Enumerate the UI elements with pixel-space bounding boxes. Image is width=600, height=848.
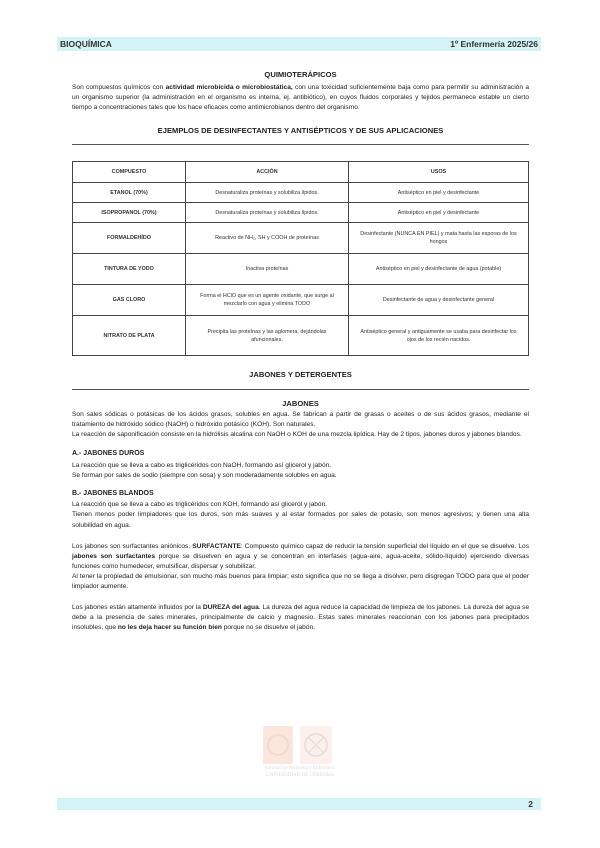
usos-cell: Antiséptico en piel y desinfectante de agua (potable): [349, 254, 529, 285]
accion-cell: Inactiva proteínas: [186, 254, 349, 285]
usos-cell: Desinfectante (NUNCA EN PIEL) y mata hasta las esporas de los hongos: [349, 223, 529, 254]
document-body: [72, 70, 529, 633]
saponificacion-paragraph: La reacción de saponificación consiste en la hidrólisis alcalina con NaOH o KOH de una mezcla lipídica. Hay de 2 tipos, jabones duros y jabones blandos.: [72, 430, 522, 438]
university-watermark: [250, 724, 350, 784]
accion-cell: Precipita las proteínas y las aglomera, dejándolas afuncionales.: [186, 316, 349, 356]
blandos-line: Tienen menos poder limpiadores que los duros, son más suaves y al estar formados por sales de potasio, son menos agresivos; y tienen una alta solubilidad en agua.: [72, 511, 529, 529]
desinfectantes-table: [72, 161, 529, 356]
duros-title: A.- JABONES DUROS: [72, 449, 145, 457]
watermark-university: UNIVERSIDAD DE CÓRDOBA: [266, 773, 334, 778]
table-row: [73, 316, 529, 356]
accion-cell: Desnaturaliza proteínas y solubiliza lípidos.: [186, 183, 349, 203]
quimio-paragraph: Son compuestos químicos con actividad microbicida o microbiostática, con una toxicidad suficientemente baja como para permitir su administración a un organismo superior (la administración en el organismo es interna, ej. antibiótico), en cuyos fluidos corporales y tejidos permanece estable un cierto tiempo a concentraciones tales que los hace eficaces como antimicrobianos dentro del organismo.: [72, 84, 529, 112]
compuesto-cell: GAS CLORO: [73, 285, 186, 316]
table-row: [73, 183, 529, 203]
course-label: 1º Enfermería 2025/26: [450, 39, 538, 49]
compuesto-cell: ISOPROPANOL (70%): [73, 203, 186, 223]
accion-cell: Forma el HClO que es un agente oxidante, que surge al mezclarlo con agua y elimina TODO: [186, 285, 349, 316]
usos-cell: Desinfectante de agua y desinfectante general: [349, 285, 529, 316]
accion-cell: Desnaturaliza proteínas y solubiliza lípidos.: [186, 203, 349, 223]
emulsionar-paragraph: Al tener la propiedad de emulsionar, son mucho más buenos para limpiar; esto significa que no se llega a disolver, pero disgregan TODO para que el poder limpiador aumente.: [72, 572, 529, 590]
usos-cell: Antiséptico general y antiguamente se usaba para desinfectar los ojos de los recién nacidos.: [349, 316, 529, 356]
compuesto-cell: TINTURA DE YODO: [73, 254, 186, 285]
compuesto-cell: NITRATO DE PLATA: [73, 316, 186, 356]
watermark-faculty: Facultad de Medicina y Enfermería: [264, 766, 336, 771]
divider: [72, 389, 529, 390]
dureza-paragraph: Los jabones están altamente influidos por la DUREZA del agua. La dureza del agua reduce la capacidad de limpieza de los jabones. La dureza del agua se debe a la presencia de sales minerales, principalmente de calcio y magnesio. Estas sales minerales reaccionan con los jabones para precipitados insolubles, que no les deja hacer su función bien porque no se disuelve el jabón.: [72, 604, 529, 632]
usos-cell: Antiséptico en piel y desinfectante: [349, 203, 529, 223]
divider: [72, 144, 529, 145]
accion-cell: Reactivo de NH₂, SH y COOH de proteínas: [186, 223, 349, 254]
compuesto-cell: FORMALDEHÍDO: [73, 223, 186, 254]
page-footer: [57, 798, 541, 810]
jabones-section-title: JABONES Y DETERGENTES: [249, 370, 352, 380]
duros-line: La reacción que se lleva a cabo es triglicéridos con NaOH, formando así glicerol y jabón.: [72, 462, 332, 470]
compuesto-cell: ETANOL (70%): [73, 183, 186, 203]
table-row: [73, 254, 529, 285]
table-row: [73, 203, 529, 223]
jabones-title: JABONES: [282, 398, 319, 408]
column-header: COMPUESTO: [73, 162, 186, 183]
table-row: [73, 223, 529, 254]
subject-label: BIOQUÍMICA: [60, 39, 112, 49]
column-header: USOS: [349, 162, 529, 183]
table-header-row: [73, 162, 529, 183]
quimio-title: QUIMIOTERÁPICOS: [264, 70, 337, 79]
blandos-line: La reacción que se lleva a cabo es triglicéridos con KOH, formando así glicerol y jabón.: [72, 501, 328, 509]
jabones-paragraph: Son sales sódicas o potásicas de los ácidos grasos, solubles en agua. Se fabrican a partir de grasas o aceites o de sus ácidos grasos, mediante el tratamiento de hidróxido sódico (NaOH) o hidróxido potásico (KOH). Son naturales.: [72, 410, 529, 428]
duros-line: Se forman por sales de sodio (siempre con sosa) y son moderadamente solubles en agua.: [72, 472, 337, 480]
table-row: [73, 285, 529, 316]
page-number: 2: [528, 799, 533, 809]
page-header: [57, 37, 541, 51]
surfactante-paragraph: Los jabones son surfactantes aniónicos. SURFACTANTE: Compuesto químico capaz de reducir la tensión superficial del líquido en el que se disuelve. Los jabones son surfactantes porque se disuelven en agua y se concentran en interfases (agua-aire, agua-aceite, sólido-líquido) ejerciendo diversas funciones como humedecer, emulsificar, dispersar y solubilizar.: [72, 542, 529, 570]
blandos-title: B.- JABONES BLANDOS: [72, 490, 154, 498]
usos-cell: Antiséptico en piel y desinfectante: [349, 183, 529, 203]
ejemplos-title: EJEMPLOS DE DESINFECTANTES Y ANTISÉPTICOS Y DE SUS APLICACIONES: [157, 126, 444, 136]
column-header: ACCIÓN: [186, 162, 349, 183]
